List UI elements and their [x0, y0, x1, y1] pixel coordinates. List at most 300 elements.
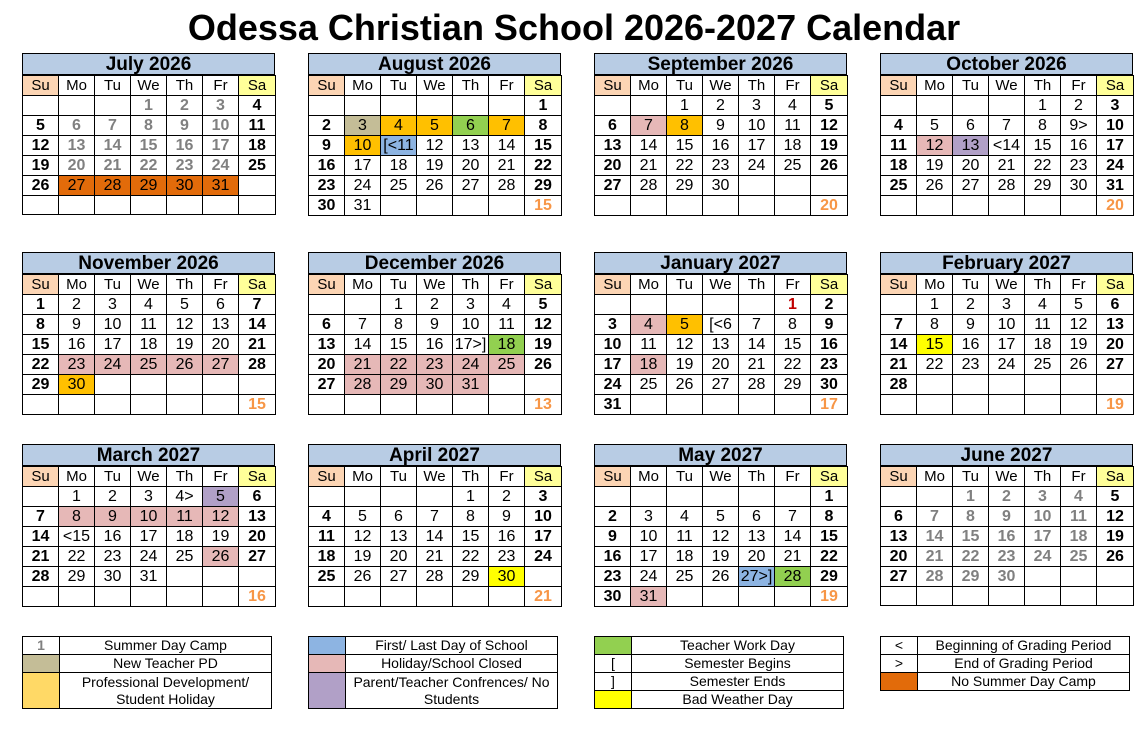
day-cell: 21 — [417, 547, 453, 567]
day-cell: 17 — [595, 355, 631, 375]
school-day-count: 19 — [811, 587, 848, 607]
day-cell: 5 — [1061, 295, 1097, 315]
day-cell: 27 — [381, 567, 417, 587]
empty-cell — [631, 395, 667, 415]
day-cell: 31 — [345, 196, 381, 216]
day-cell: 5 — [23, 116, 59, 136]
weekday-header: Fr — [775, 275, 811, 295]
weekday-header: Th — [739, 467, 775, 487]
legend-swatch: < — [881, 637, 918, 655]
day-cell: 3 — [739, 96, 775, 116]
legend-swatch: > — [881, 655, 918, 673]
day-cell: 29 — [381, 375, 417, 395]
day-cell: 2 — [309, 116, 345, 136]
empty-cell — [453, 196, 489, 216]
day-cell: 18 — [631, 355, 667, 375]
empty-cell — [309, 96, 345, 116]
empty-cell — [1025, 587, 1061, 606]
day-cell: 8 — [775, 315, 811, 335]
day-cell: 25 — [309, 567, 345, 587]
weekday-header: Su — [881, 76, 917, 96]
empty-cell — [631, 295, 667, 315]
empty-cell — [167, 567, 203, 587]
weekday-header: Sa — [525, 275, 562, 295]
empty-cell — [917, 395, 953, 415]
empty-cell — [881, 487, 917, 507]
day-cell: 6 — [953, 116, 989, 136]
day-cell: 19 — [525, 335, 562, 355]
day-cell: 5 — [917, 116, 953, 136]
day-cell: 8 — [453, 507, 489, 527]
day-cell: 9 — [811, 315, 848, 335]
empty-cell — [131, 395, 167, 415]
weekday-header: We — [131, 76, 167, 96]
day-cell: 11 — [667, 527, 703, 547]
weekday-header: Tu — [667, 76, 703, 96]
empty-cell — [917, 487, 953, 507]
empty-cell — [631, 196, 667, 216]
day-cell: 16 — [703, 136, 739, 156]
day-cell: 1 — [59, 487, 95, 507]
empty-cell — [489, 395, 525, 415]
weekday-header: Tu — [953, 76, 989, 96]
day-cell: 8 — [667, 116, 703, 136]
day-cell: 16 — [309, 156, 345, 176]
empty-cell — [95, 395, 131, 415]
day-cell: 30 — [417, 375, 453, 395]
day-cell: 27 — [59, 176, 95, 196]
weekday-header: Tu — [95, 76, 131, 96]
day-cell: 4 — [881, 116, 917, 136]
empty-cell — [595, 196, 631, 216]
day-cell: 12 — [667, 335, 703, 355]
day-cell: 27 — [203, 355, 239, 375]
empty-cell — [309, 395, 345, 415]
day-cell: 25 — [1025, 355, 1061, 375]
day-cell: 20 — [203, 335, 239, 355]
day-cell: 10 — [95, 315, 131, 335]
month-8 — [22, 444, 275, 607]
weekday-header: Fr — [203, 467, 239, 487]
weekday-header: Sa — [239, 275, 276, 295]
day-cell: 9 — [95, 507, 131, 527]
day-cell: 19 — [203, 527, 239, 547]
weekday-header: Fr — [775, 76, 811, 96]
day-cell: 7 — [23, 507, 59, 527]
day-cell: 26 — [917, 176, 953, 196]
day-cell: 5 — [417, 116, 453, 136]
day-cell: 1 — [453, 487, 489, 507]
day-cell: 1 — [917, 295, 953, 315]
empty-cell — [775, 587, 811, 607]
day-cell: 19 — [417, 156, 453, 176]
day-cell: 6 — [453, 116, 489, 136]
day-cell: 26 — [167, 355, 203, 375]
day-cell: 1 — [23, 295, 59, 315]
day-cell: 30 — [703, 176, 739, 196]
weekday-header: Fr — [1061, 76, 1097, 96]
school-day-count: 15 — [525, 196, 562, 216]
day-cell: 30 — [811, 375, 848, 395]
legend-label: Summer Day Camp — [60, 637, 272, 655]
day-cell: 30 — [59, 375, 95, 395]
month-3 — [880, 53, 1133, 216]
day-cell: 9 — [489, 507, 525, 527]
weekday-header: We — [131, 467, 167, 487]
day-cell: 31 — [595, 395, 631, 415]
day-cell: 15 — [775, 335, 811, 355]
weekday-header: Mo — [345, 467, 381, 487]
weekday-header: Su — [23, 467, 59, 487]
day-cell: 21 — [881, 355, 917, 375]
empty-cell — [989, 587, 1025, 606]
day-cell: 4 — [381, 116, 417, 136]
day-cell: 3 — [525, 487, 562, 507]
empty-cell — [309, 487, 345, 507]
day-cell: 2 — [489, 487, 525, 507]
empty-cell — [667, 487, 703, 507]
day-cell: 10 — [989, 315, 1025, 335]
empty-cell — [381, 395, 417, 415]
empty-cell — [811, 176, 848, 196]
day-cell: 28 — [489, 176, 525, 196]
day-cell: 15 — [1025, 136, 1061, 156]
weekday-header: We — [703, 467, 739, 487]
weekday-header: Sa — [811, 275, 848, 295]
legend-0 — [22, 636, 272, 709]
day-cell: 28 — [917, 567, 953, 587]
day-cell: 1 — [1025, 96, 1061, 116]
month-7 — [880, 252, 1133, 415]
empty-cell — [239, 375, 276, 395]
weekday-header: Tu — [381, 467, 417, 487]
day-cell: 23 — [59, 355, 95, 375]
day-cell: 11 — [1025, 315, 1061, 335]
day-cell: 7 — [775, 507, 811, 527]
day-cell: 24 — [525, 547, 562, 567]
empty-cell — [345, 395, 381, 415]
empty-cell — [703, 587, 739, 607]
empty-cell — [167, 395, 203, 415]
day-cell: 3 — [1097, 96, 1134, 116]
empty-cell — [239, 567, 276, 587]
day-cell: 4 — [309, 507, 345, 527]
day-cell: 12 — [1061, 315, 1097, 335]
empty-cell — [1025, 196, 1061, 216]
day-cell: 27 — [239, 547, 276, 567]
day-cell: 11 — [881, 136, 917, 156]
day-cell: 2 — [167, 96, 203, 116]
empty-cell — [775, 395, 811, 415]
weekday-header: Fr — [203, 76, 239, 96]
day-cell: 30 — [95, 567, 131, 587]
day-cell: 10 — [525, 507, 562, 527]
day-cell: 16 — [1061, 136, 1097, 156]
empty-cell — [95, 587, 131, 607]
day-cell: 18 — [131, 335, 167, 355]
empty-cell — [417, 395, 453, 415]
day-cell: 22 — [23, 355, 59, 375]
weekday-header: Th — [453, 76, 489, 96]
day-cell: 2 — [417, 295, 453, 315]
day-cell: 20 — [595, 156, 631, 176]
weekday-header: Tu — [381, 275, 417, 295]
empty-cell — [95, 196, 131, 215]
day-cell: 19 — [917, 156, 953, 176]
empty-cell — [453, 587, 489, 607]
weekday-header: Fr — [203, 275, 239, 295]
day-cell: 18 — [167, 527, 203, 547]
weekday-header: We — [417, 467, 453, 487]
empty-cell — [881, 196, 917, 216]
day-cell: 7 — [489, 116, 525, 136]
day-cell: 28 — [417, 567, 453, 587]
day-cell: 23 — [309, 176, 345, 196]
day-cell: 6 — [59, 116, 95, 136]
empty-cell — [953, 96, 989, 116]
day-cell: 5 — [525, 295, 562, 315]
day-cell: 2 — [1061, 96, 1097, 116]
day-cell: 24 — [345, 176, 381, 196]
day-cell: 17 — [345, 156, 381, 176]
day-cell: 15 — [953, 527, 989, 547]
day-cell: 9 — [59, 315, 95, 335]
legend-swatch — [309, 655, 346, 673]
weekday-header: Mo — [59, 275, 95, 295]
day-cell: 11 — [167, 507, 203, 527]
empty-cell — [917, 587, 953, 606]
weekday-header: Sa — [239, 76, 276, 96]
legend-swatch — [309, 673, 346, 709]
empty-cell — [417, 487, 453, 507]
empty-cell — [131, 587, 167, 607]
empty-cell — [775, 176, 811, 196]
day-cell: 27>] — [739, 567, 775, 587]
day-cell: 26 — [525, 355, 562, 375]
empty-cell — [381, 96, 417, 116]
day-cell: 6 — [309, 315, 345, 335]
month-title: September 2026 — [594, 53, 847, 75]
weekday-header: Fr — [489, 467, 525, 487]
day-cell: 7 — [881, 315, 917, 335]
empty-cell — [917, 375, 953, 395]
day-cell: 9 — [309, 136, 345, 156]
day-cell: 25 — [881, 176, 917, 196]
weekday-header: Su — [881, 467, 917, 487]
day-cell: 16 — [95, 527, 131, 547]
day-cell: 19 — [23, 156, 59, 176]
weekday-header: Fr — [489, 275, 525, 295]
weekday-header: Fr — [1061, 467, 1097, 487]
day-cell: 25 — [131, 355, 167, 375]
day-cell: 25 — [489, 355, 525, 375]
month-title: December 2026 — [308, 252, 561, 274]
day-cell: 4 — [239, 96, 276, 116]
day-cell: 15 — [667, 136, 703, 156]
day-cell: 7 — [417, 507, 453, 527]
weekday-header: Su — [881, 275, 917, 295]
day-cell: 19 — [703, 547, 739, 567]
school-day-count: 17 — [811, 395, 848, 415]
month-title: March 2027 — [22, 444, 275, 466]
day-cell: 7 — [239, 295, 276, 315]
day-cell: 24 — [595, 375, 631, 395]
empty-cell — [59, 395, 95, 415]
day-cell: 10 — [739, 116, 775, 136]
empty-cell — [739, 395, 775, 415]
empty-cell — [203, 375, 239, 395]
empty-cell — [881, 295, 917, 315]
day-cell: 5 — [203, 487, 239, 507]
day-cell: 17 — [131, 527, 167, 547]
day-cell: 15 — [917, 335, 953, 355]
empty-cell — [667, 295, 703, 315]
weekday-header: Mo — [631, 467, 667, 487]
empty-cell — [345, 295, 381, 315]
empty-cell — [1097, 587, 1134, 606]
empty-cell — [453, 395, 489, 415]
day-cell: 16 — [595, 547, 631, 567]
day-cell: 21 — [917, 547, 953, 567]
empty-cell — [167, 196, 203, 215]
weekday-header: Sa — [525, 467, 562, 487]
day-cell: 3 — [203, 96, 239, 116]
day-cell: 9 — [167, 116, 203, 136]
day-cell: 25 — [667, 567, 703, 587]
day-cell: 20 — [953, 156, 989, 176]
weekday-header: Sa — [239, 467, 276, 487]
day-cell: 24 — [989, 355, 1025, 375]
weekday-header: We — [703, 76, 739, 96]
day-cell: 23 — [703, 156, 739, 176]
day-cell: 18 — [775, 136, 811, 156]
legend-swatch — [23, 673, 60, 709]
day-cell: 16 — [489, 527, 525, 547]
day-cell: 5 — [703, 507, 739, 527]
day-cell: 1 — [131, 96, 167, 116]
day-cell: 18 — [881, 156, 917, 176]
day-cell: 23 — [167, 156, 203, 176]
day-cell: 22 — [381, 355, 417, 375]
day-cell: 8 — [917, 315, 953, 335]
day-cell: 27 — [1097, 355, 1134, 375]
weekday-header: Sa — [1097, 275, 1134, 295]
weekday-header: Su — [595, 76, 631, 96]
weekday-header: Tu — [667, 275, 703, 295]
day-cell: 13 — [703, 335, 739, 355]
day-cell: 28 — [739, 375, 775, 395]
day-cell: 28 — [631, 176, 667, 196]
day-cell: 17 — [739, 136, 775, 156]
weekday-header: Su — [23, 76, 59, 96]
weekday-header: Su — [23, 275, 59, 295]
month-title: October 2026 — [880, 53, 1133, 75]
weekday-header: We — [703, 275, 739, 295]
day-cell: 19 — [1061, 335, 1097, 355]
school-day-count: 15 — [239, 395, 276, 415]
empty-cell — [381, 196, 417, 216]
empty-cell — [203, 395, 239, 415]
empty-cell — [417, 96, 453, 116]
day-cell: 26 — [811, 156, 848, 176]
day-cell: 25 — [167, 547, 203, 567]
day-cell: 8 — [131, 116, 167, 136]
day-cell: 30 — [489, 567, 525, 587]
day-cell: 8 — [59, 507, 95, 527]
day-cell: 24 — [95, 355, 131, 375]
weekday-header: Sa — [811, 467, 848, 487]
weekday-header: We — [989, 76, 1025, 96]
day-cell: 12 — [23, 136, 59, 156]
day-cell: 8 — [953, 507, 989, 527]
weekday-header: We — [417, 275, 453, 295]
day-cell: 24 — [631, 567, 667, 587]
empty-cell — [953, 375, 989, 395]
weekday-header: Mo — [345, 76, 381, 96]
day-cell: 7 — [631, 116, 667, 136]
day-cell: 14 — [417, 527, 453, 547]
day-cell: 10 — [1025, 507, 1061, 527]
empty-cell — [345, 587, 381, 607]
day-cell: 12 — [417, 136, 453, 156]
weekday-header: Fr — [775, 467, 811, 487]
weekday-header: Th — [453, 275, 489, 295]
day-cell: 23 — [489, 547, 525, 567]
empty-cell — [881, 395, 917, 415]
day-cell: 17>] — [453, 335, 489, 355]
empty-cell — [667, 196, 703, 216]
empty-cell — [1025, 395, 1061, 415]
day-cell: 17 — [1025, 527, 1061, 547]
day-cell: 14 — [881, 335, 917, 355]
month-9 — [308, 444, 561, 607]
day-cell: 13 — [1097, 315, 1134, 335]
day-cell: 11 — [1061, 507, 1097, 527]
school-day-count: 13 — [525, 395, 562, 415]
day-cell: 26 — [203, 547, 239, 567]
day-cell: 28 — [881, 375, 917, 395]
day-cell: 20 — [703, 355, 739, 375]
month-title: June 2027 — [880, 444, 1133, 466]
empty-cell — [23, 196, 59, 215]
day-cell: 16 — [811, 335, 848, 355]
legend-swatch — [595, 691, 632, 709]
day-cell: 17 — [631, 547, 667, 567]
weekday-header: Mo — [631, 76, 667, 96]
day-cell: 14 — [239, 315, 276, 335]
day-cell: 13 — [739, 527, 775, 547]
weekday-header: Th — [1025, 76, 1061, 96]
day-cell: 25 — [381, 176, 417, 196]
empty-cell — [203, 196, 239, 215]
day-cell: 1 — [525, 96, 562, 116]
month-0 — [22, 53, 275, 215]
day-cell: 18 — [1061, 527, 1097, 547]
day-cell: 18 — [1025, 335, 1061, 355]
empty-cell — [1061, 375, 1097, 395]
weekday-header: Tu — [95, 275, 131, 295]
day-cell: 26 — [417, 176, 453, 196]
weekday-header: Su — [309, 76, 345, 96]
day-cell: 7 — [345, 315, 381, 335]
day-cell: 22 — [917, 355, 953, 375]
day-cell: 18 — [239, 136, 276, 156]
day-cell: 21 — [23, 547, 59, 567]
legend-label: Bad Weather Day — [632, 691, 844, 709]
day-cell: 24 — [739, 156, 775, 176]
weekday-header: Th — [167, 275, 203, 295]
weekday-header: Sa — [811, 76, 848, 96]
